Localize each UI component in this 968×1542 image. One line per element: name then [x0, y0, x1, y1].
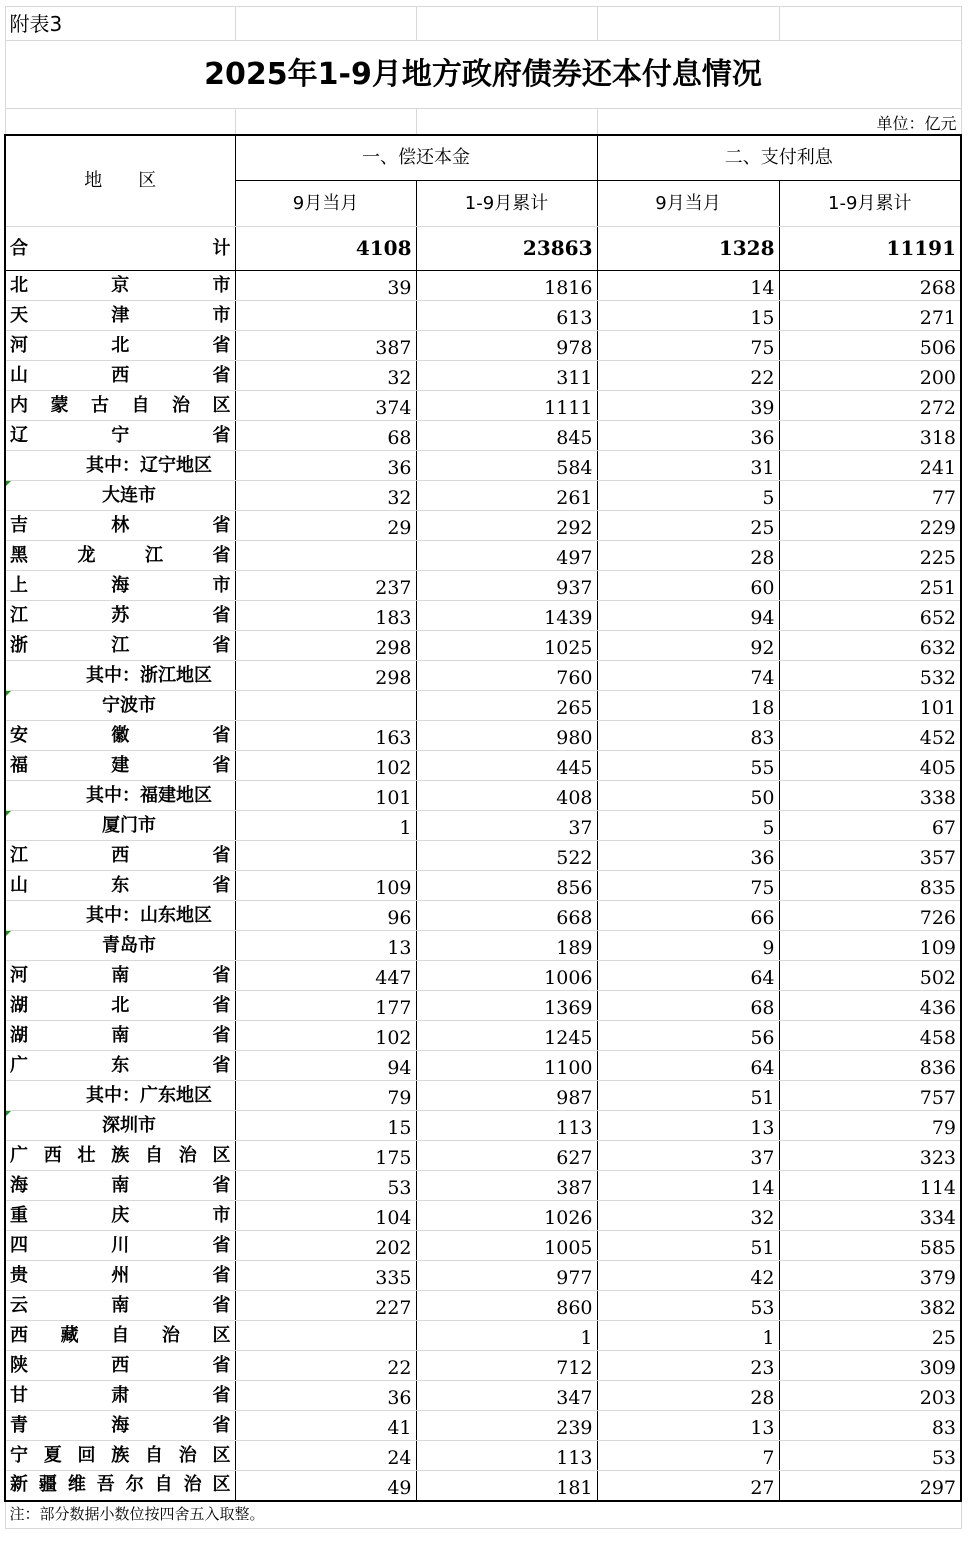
cell-interest-cumulative[interactable]: 632: [779, 631, 961, 661]
region-label[interactable]: 云南省: [5, 1291, 235, 1321]
cell-interest-cumulative[interactable]: 452: [779, 721, 961, 751]
cell-principal-month[interactable]: 177: [235, 991, 416, 1021]
cell-interest-cumulative[interactable]: 79: [779, 1111, 961, 1141]
header-interest-month[interactable]: 9月当月: [597, 181, 779, 227]
cell-principal-cumulative[interactable]: 113: [416, 1441, 597, 1471]
cell-interest-cumulative[interactable]: 272: [779, 391, 961, 421]
debt-table: [4, 6, 962, 1529]
cell-interest-month[interactable]: 94: [597, 601, 779, 631]
cell-principal-month[interactable]: 39: [235, 271, 416, 301]
table-row: [5, 871, 961, 901]
cell-interest-month[interactable]: 22: [597, 361, 779, 391]
cell-interest-cumulative[interactable]: 379: [779, 1261, 961, 1291]
cell-interest-month[interactable]: 39: [597, 391, 779, 421]
cell-interest-cumulative[interactable]: 532: [779, 661, 961, 691]
region-label[interactable]: 福建省: [5, 751, 235, 781]
table-row: [5, 1471, 961, 1501]
cell-interest-cumulative[interactable]: 502: [779, 961, 961, 991]
empty-cell[interactable]: [235, 109, 416, 135]
table-row: [5, 1021, 961, 1051]
cell-interest-cumulative[interactable]: 309: [779, 1351, 961, 1381]
cell-interest-cumulative[interactable]: 268: [779, 271, 961, 301]
cell-interest-cumulative[interactable]: 225: [779, 541, 961, 571]
region-label[interactable]: 湖南省: [5, 1021, 235, 1051]
cell-interest-month[interactable]: 13: [597, 1411, 779, 1441]
cell-interest-cumulative[interactable]: 836: [779, 1051, 961, 1081]
cell-principal-month[interactable]: 32: [235, 361, 416, 391]
cell-principal-cumulative[interactable]: 445: [416, 751, 597, 781]
region-label[interactable]: 黑龙江省: [5, 541, 235, 571]
region-label[interactable]: 重庆市: [5, 1201, 235, 1231]
table-row: [5, 841, 961, 871]
cell-interest-cumulative[interactable]: 109: [779, 931, 961, 961]
cell-interest-cumulative[interactable]: 203: [779, 1381, 961, 1411]
region-label[interactable]: 河南省: [5, 961, 235, 991]
cell-principal-cumulative[interactable]: 1111: [416, 391, 597, 421]
region-label[interactable]: 大连市: [5, 481, 235, 511]
cell-interest-month[interactable]: 92: [597, 631, 779, 661]
cell-interest-month[interactable]: 50: [597, 781, 779, 811]
cell-principal-month[interactable]: [235, 841, 416, 871]
cell-interest-cumulative[interactable]: 229: [779, 511, 961, 541]
cell-interest-month[interactable]: 53: [597, 1291, 779, 1321]
cell-interest-cumulative[interactable]: 405: [779, 751, 961, 781]
header-region[interactable]: 地 区: [5, 135, 235, 227]
cell-principal-month[interactable]: 79: [235, 1081, 416, 1111]
table-row: [5, 1351, 961, 1381]
cell-principal-month[interactable]: 101: [235, 781, 416, 811]
cell-principal-month[interactable]: 102: [235, 1021, 416, 1051]
cell-interest-cumulative[interactable]: 458: [779, 1021, 961, 1051]
cell-principal-cumulative[interactable]: 408: [416, 781, 597, 811]
cell-principal-cumulative[interactable]: 1006: [416, 961, 597, 991]
cell-interest-month[interactable]: 75: [597, 871, 779, 901]
cell-interest-month[interactable]: 51: [597, 1081, 779, 1111]
cell-principal-cumulative[interactable]: 189: [416, 931, 597, 961]
cell-interest-month[interactable]: 83: [597, 721, 779, 751]
cell-interest-month[interactable]: 42: [597, 1261, 779, 1291]
cell-principal-cumulative[interactable]: 1025: [416, 631, 597, 661]
cell-interest-month[interactable]: 64: [597, 1051, 779, 1081]
cell-principal-month[interactable]: 374: [235, 391, 416, 421]
table-row: [5, 931, 961, 961]
region-label[interactable]: 其中：辽宁地区: [5, 451, 235, 481]
cell-interest-month[interactable]: 25: [597, 511, 779, 541]
cell-interest-cumulative[interactable]: 506: [779, 331, 961, 361]
cell-principal-cumulative[interactable]: 712: [416, 1351, 597, 1381]
cell-principal-cumulative[interactable]: 347: [416, 1381, 597, 1411]
cell-principal-cumulative[interactable]: 937: [416, 571, 597, 601]
table-row: [5, 691, 961, 721]
cell-principal-cumulative[interactable]: 37: [416, 811, 597, 841]
cell-interest-cumulative[interactable]: 382: [779, 1291, 961, 1321]
table-caption[interactable]: 附表3: [5, 7, 235, 41]
cell-interest-cumulative[interactable]: 835: [779, 871, 961, 901]
table-row: [5, 1231, 961, 1261]
cell-principal-cumulative[interactable]: 613: [416, 301, 597, 331]
cell-interest-month[interactable]: 23: [597, 1351, 779, 1381]
cell-principal-cumulative[interactable]: 265: [416, 691, 597, 721]
table-row: [5, 1291, 961, 1321]
cell-principal-month[interactable]: 24: [235, 1441, 416, 1471]
header-row-1: [5, 135, 961, 181]
table-row: [5, 901, 961, 931]
region-label[interactable]: 广西壮族自治区: [5, 1141, 235, 1171]
table-row: [5, 1381, 961, 1411]
cell-principal-month[interactable]: 32: [235, 481, 416, 511]
cell-interest-month[interactable]: 64: [597, 961, 779, 991]
total-principal-month[interactable]: 4108: [235, 227, 416, 271]
cell-interest-month[interactable]: 31: [597, 451, 779, 481]
cell-interest-month[interactable]: 60: [597, 571, 779, 601]
cell-interest-month[interactable]: 55: [597, 751, 779, 781]
caption-row: [5, 7, 961, 41]
cell-principal-month[interactable]: [235, 301, 416, 331]
cell-principal-month[interactable]: 447: [235, 961, 416, 991]
table-row: [5, 1201, 961, 1231]
cell-principal-cumulative[interactable]: 977: [416, 1261, 597, 1291]
table-row: [5, 421, 961, 451]
cell-principal-month[interactable]: 163: [235, 721, 416, 751]
cell-principal-month[interactable]: 1: [235, 811, 416, 841]
cell-principal-cumulative[interactable]: 845: [416, 421, 597, 451]
cell-interest-month[interactable]: 75: [597, 331, 779, 361]
cell-principal-cumulative[interactable]: 311: [416, 361, 597, 391]
cell-principal-cumulative[interactable]: 978: [416, 331, 597, 361]
cell-interest-month[interactable]: 7: [597, 1441, 779, 1471]
cell-interest-month[interactable]: 27: [597, 1471, 779, 1501]
cell-interest-cumulative[interactable]: 67: [779, 811, 961, 841]
cell-principal-cumulative[interactable]: 1369: [416, 991, 597, 1021]
region-label[interactable]: 山西省: [5, 361, 235, 391]
total-principal-cumulative[interactable]: 23863: [416, 227, 597, 271]
cell-principal-month[interactable]: [235, 1321, 416, 1351]
region-label[interactable]: 吉林省: [5, 511, 235, 541]
region-label[interactable]: 青海省: [5, 1411, 235, 1441]
cell-principal-cumulative[interactable]: 1816: [416, 271, 597, 301]
region-label[interactable]: 其中：浙江地区: [5, 661, 235, 691]
table-row: [5, 1051, 961, 1081]
cell-principal-cumulative[interactable]: 239: [416, 1411, 597, 1441]
region-label[interactable]: 河北省: [5, 331, 235, 361]
region-label[interactable]: 山东省: [5, 871, 235, 901]
table-row: [5, 271, 961, 301]
cell-interest-month[interactable]: 18: [597, 691, 779, 721]
cell-principal-cumulative[interactable]: 668: [416, 901, 597, 931]
region-label[interactable]: 深圳市: [5, 1111, 235, 1141]
region-label[interactable]: 海南省: [5, 1171, 235, 1201]
cell-principal-month[interactable]: 335: [235, 1261, 416, 1291]
cell-principal-cumulative[interactable]: 1005: [416, 1231, 597, 1261]
table-row: [5, 961, 961, 991]
table-row: [5, 601, 961, 631]
cell-principal-cumulative[interactable]: 1439: [416, 601, 597, 631]
cell-principal-month[interactable]: 41: [235, 1411, 416, 1441]
cell-interest-cumulative[interactable]: 652: [779, 601, 961, 631]
region-label[interactable]: 陕西省: [5, 1351, 235, 1381]
total-label[interactable]: 合计: [5, 227, 235, 271]
table-title[interactable]: 2025年1-9月地方政府债券还本付息情况: [5, 41, 961, 109]
cell-interest-month[interactable]: 9: [597, 931, 779, 961]
cell-principal-month[interactable]: 96: [235, 901, 416, 931]
cell-principal-month[interactable]: 22: [235, 1351, 416, 1381]
note-row: [5, 1501, 961, 1529]
cell-interest-cumulative[interactable]: 436: [779, 991, 961, 1021]
table-row: [5, 301, 961, 331]
cell-principal-month[interactable]: 109: [235, 871, 416, 901]
cell-principal-month[interactable]: 387: [235, 331, 416, 361]
table-row: [5, 631, 961, 661]
table-row: [5, 811, 961, 841]
region-label[interactable]: 其中：福建地区: [5, 781, 235, 811]
cell-interest-month[interactable]: 28: [597, 1381, 779, 1411]
empty-cell[interactable]: [597, 7, 779, 41]
table-row: [5, 1441, 961, 1471]
table-row: [5, 571, 961, 601]
cell-interest-month[interactable]: 1: [597, 1321, 779, 1351]
cell-interest-month[interactable]: 15: [597, 301, 779, 331]
region-label[interactable]: 西藏自治区: [5, 1321, 235, 1351]
cell-principal-month[interactable]: 13: [235, 931, 416, 961]
cell-interest-cumulative[interactable]: 297: [779, 1471, 961, 1501]
total-row: [5, 227, 961, 271]
table-row: [5, 1141, 961, 1171]
cell-principal-month[interactable]: 202: [235, 1231, 416, 1261]
region-label[interactable]: 广东省: [5, 1051, 235, 1081]
cell-principal-cumulative[interactable]: 261: [416, 481, 597, 511]
cell-principal-month[interactable]: 68: [235, 421, 416, 451]
cell-principal-cumulative[interactable]: 181: [416, 1471, 597, 1501]
unit-row: [5, 109, 961, 135]
cell-interest-cumulative[interactable]: 757: [779, 1081, 961, 1111]
header-interest[interactable]: 二、支付利息: [597, 135, 961, 181]
cell-interest-cumulative[interactable]: 251: [779, 571, 961, 601]
cell-interest-month[interactable]: 5: [597, 811, 779, 841]
region-label[interactable]: 厦门市: [5, 811, 235, 841]
cell-principal-cumulative[interactable]: 1026: [416, 1201, 597, 1231]
cell-principal-month[interactable]: [235, 541, 416, 571]
cell-interest-cumulative[interactable]: 271: [779, 301, 961, 331]
cell-principal-month[interactable]: 175: [235, 1141, 416, 1171]
total-interest-cumulative[interactable]: 11191: [779, 227, 961, 271]
cell-principal-cumulative[interactable]: 856: [416, 871, 597, 901]
table-row: [5, 1111, 961, 1141]
table-row: [5, 1171, 961, 1201]
cell-principal-month[interactable]: 104: [235, 1201, 416, 1231]
cell-principal-cumulative[interactable]: 522: [416, 841, 597, 871]
cell-interest-cumulative[interactable]: 53: [779, 1441, 961, 1471]
cell-interest-cumulative[interactable]: 318: [779, 421, 961, 451]
cell-interest-month[interactable]: 13: [597, 1111, 779, 1141]
table-row: [5, 481, 961, 511]
unit-label[interactable]: 单位：亿元: [597, 109, 961, 135]
empty-cell[interactable]: [5, 109, 235, 135]
empty-cell[interactable]: [779, 7, 961, 41]
region-label[interactable]: 宁波市: [5, 691, 235, 721]
cell-principal-month[interactable]: 49: [235, 1471, 416, 1501]
cell-interest-cumulative[interactable]: 77: [779, 481, 961, 511]
cell-principal-month[interactable]: 183: [235, 601, 416, 631]
cell-principal-cumulative[interactable]: 627: [416, 1141, 597, 1171]
cell-interest-month[interactable]: 66: [597, 901, 779, 931]
cell-principal-month[interactable]: 15: [235, 1111, 416, 1141]
region-label[interactable]: 甘肃省: [5, 1381, 235, 1411]
cell-interest-cumulative[interactable]: 200: [779, 361, 961, 391]
cell-interest-month[interactable]: 51: [597, 1231, 779, 1261]
cell-principal-month[interactable]: 102: [235, 751, 416, 781]
cell-interest-cumulative[interactable]: 241: [779, 451, 961, 481]
region-label[interactable]: 新疆维吾尔自治区: [5, 1471, 235, 1501]
cell-principal-month[interactable]: 298: [235, 631, 416, 661]
table-row: [5, 751, 961, 781]
table-row: [5, 781, 961, 811]
cell-interest-month[interactable]: 37: [597, 1141, 779, 1171]
region-label[interactable]: 江苏省: [5, 601, 235, 631]
cell-principal-month[interactable]: [235, 691, 416, 721]
table-row: [5, 721, 961, 751]
header-interest-cumulative[interactable]: 1-9月累计: [779, 181, 961, 227]
cell-principal-cumulative[interactable]: 860: [416, 1291, 597, 1321]
cell-principal-cumulative[interactable]: 292: [416, 511, 597, 541]
table-row: [5, 391, 961, 421]
cell-principal-cumulative[interactable]: 1100: [416, 1051, 597, 1081]
header-principal-month[interactable]: 9月当月: [235, 181, 416, 227]
cell-principal-cumulative[interactable]: 987: [416, 1081, 597, 1111]
empty-cell[interactable]: [235, 7, 416, 41]
region-label[interactable]: 浙江省: [5, 631, 235, 661]
cell-interest-month[interactable]: 36: [597, 421, 779, 451]
cell-interest-cumulative[interactable]: 338: [779, 781, 961, 811]
region-label[interactable]: 宁夏回族自治区: [5, 1441, 235, 1471]
region-label[interactable]: 内蒙古自治区: [5, 391, 235, 421]
cell-principal-month[interactable]: 53: [235, 1171, 416, 1201]
cell-principal-cumulative[interactable]: 760: [416, 661, 597, 691]
cell-principal-cumulative[interactable]: 387: [416, 1171, 597, 1201]
table-row: [5, 511, 961, 541]
empty-cell[interactable]: [416, 109, 597, 135]
table-row: [5, 661, 961, 691]
empty-cell[interactable]: [416, 7, 597, 41]
table-row: [5, 361, 961, 391]
table-row: [5, 451, 961, 481]
region-label[interactable]: 青岛市: [5, 931, 235, 961]
cell-principal-cumulative[interactable]: 1: [416, 1321, 597, 1351]
cell-interest-month[interactable]: 14: [597, 1171, 779, 1201]
cell-interest-cumulative[interactable]: 323: [779, 1141, 961, 1171]
cell-principal-cumulative[interactable]: 1245: [416, 1021, 597, 1051]
cell-interest-cumulative[interactable]: 357: [779, 841, 961, 871]
title-row: [5, 41, 961, 109]
cell-interest-month[interactable]: 28: [597, 541, 779, 571]
cell-interest-cumulative[interactable]: 585: [779, 1231, 961, 1261]
table-row: [5, 1261, 961, 1291]
header-principal-cumulative[interactable]: 1-9月累计: [416, 181, 597, 227]
header-principal[interactable]: 一、偿还本金: [235, 135, 597, 181]
region-label[interactable]: 其中：广东地区: [5, 1081, 235, 1111]
region-label[interactable]: 江西省: [5, 841, 235, 871]
cell-interest-month[interactable]: 14: [597, 271, 779, 301]
region-label[interactable]: 湖北省: [5, 991, 235, 1021]
cell-principal-month[interactable]: 29: [235, 511, 416, 541]
cell-principal-month[interactable]: 94: [235, 1051, 416, 1081]
cell-interest-cumulative[interactable]: 25: [779, 1321, 961, 1351]
table-row: [5, 1321, 961, 1351]
cell-principal-cumulative[interactable]: 497: [416, 541, 597, 571]
footnote[interactable]: 注：部分数据小数位按四舍五入取整。: [5, 1501, 961, 1529]
region-label[interactable]: 辽宁省: [5, 421, 235, 451]
cell-interest-month[interactable]: 56: [597, 1021, 779, 1051]
table-row: [5, 1411, 961, 1441]
cell-interest-cumulative[interactable]: 726: [779, 901, 961, 931]
cell-principal-month[interactable]: 36: [235, 451, 416, 481]
total-interest-month[interactable]: 1328: [597, 227, 779, 271]
cell-principal-month[interactable]: 237: [235, 571, 416, 601]
cell-interest-cumulative[interactable]: 83: [779, 1411, 961, 1441]
table-row: [5, 1081, 961, 1111]
region-label[interactable]: 四川省: [5, 1231, 235, 1261]
table-row: [5, 991, 961, 1021]
cell-interest-month[interactable]: 68: [597, 991, 779, 1021]
table-row: [5, 331, 961, 361]
cell-interest-month[interactable]: 36: [597, 841, 779, 871]
cell-principal-month[interactable]: 227: [235, 1291, 416, 1321]
region-label[interactable]: 安徽省: [5, 721, 235, 751]
cell-principal-cumulative[interactable]: 980: [416, 721, 597, 751]
cell-interest-month[interactable]: 32: [597, 1201, 779, 1231]
cell-principal-cumulative[interactable]: 584: [416, 451, 597, 481]
region-label[interactable]: 其中：山东地区: [5, 901, 235, 931]
cell-interest-month[interactable]: 5: [597, 481, 779, 511]
region-label[interactable]: 北京市: [5, 271, 235, 301]
cell-principal-month[interactable]: 36: [235, 1381, 416, 1411]
cell-principal-month[interactable]: 298: [235, 661, 416, 691]
table-row: [5, 541, 961, 571]
cell-interest-cumulative[interactable]: 101: [779, 691, 961, 721]
cell-interest-cumulative[interactable]: 334: [779, 1201, 961, 1231]
cell-interest-month[interactable]: 74: [597, 661, 779, 691]
cell-principal-cumulative[interactable]: 113: [416, 1111, 597, 1141]
region-label[interactable]: 贵州省: [5, 1261, 235, 1291]
region-label[interactable]: 上海市: [5, 571, 235, 601]
cell-interest-cumulative[interactable]: 114: [779, 1171, 961, 1201]
region-label[interactable]: 天津市: [5, 301, 235, 331]
